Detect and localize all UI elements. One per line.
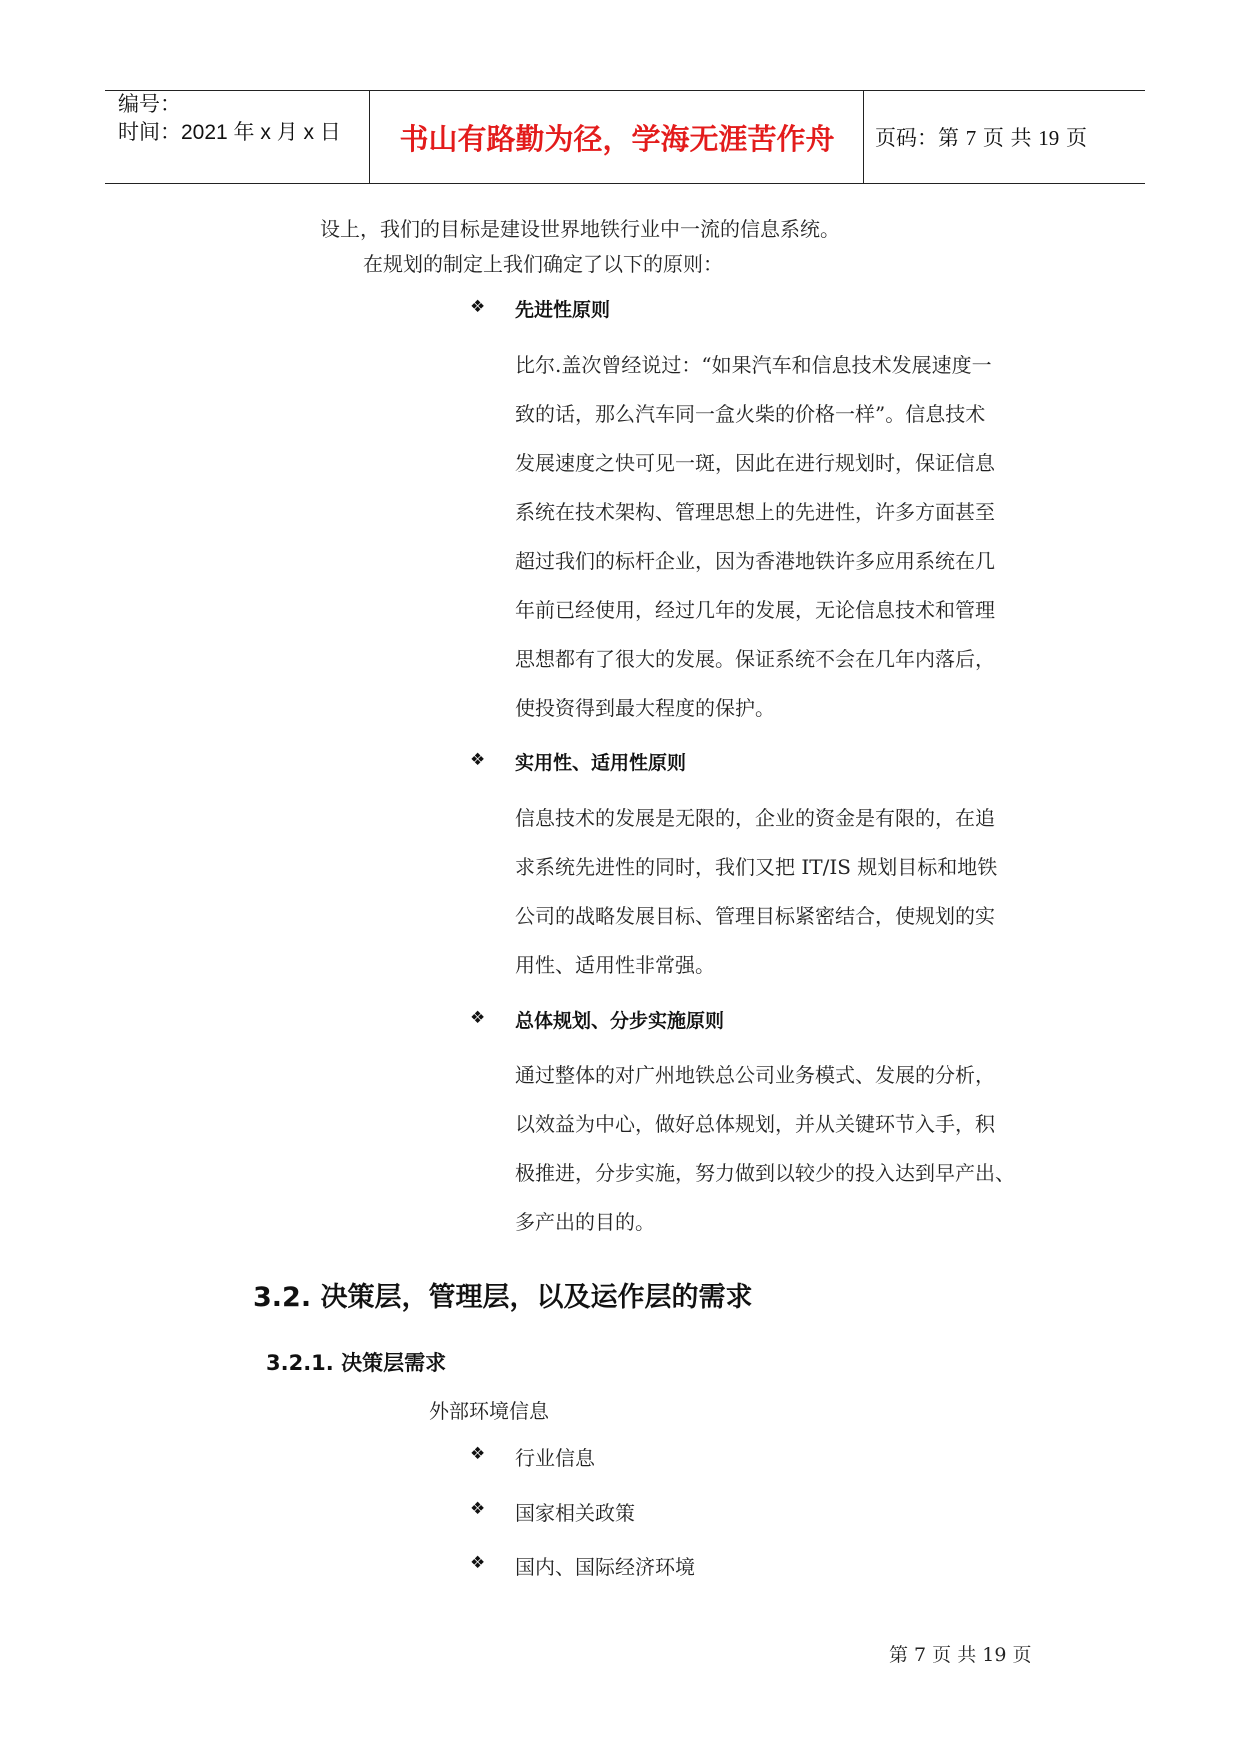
- paragraph-line: 多产出的目的。: [515, 1210, 655, 1234]
- principle-paragraph: [515, 794, 1055, 990]
- paragraph-line: 系统在技术架构、管理思想上的先进性，许多方面甚至: [515, 500, 995, 524]
- header-divider: [369, 91, 370, 183]
- paragraph-line: 公司的战略发展目标、管理目标紧密结合，使规划的实: [515, 904, 995, 928]
- diamond-bullet-icon: ❖: [470, 297, 486, 317]
- list-item: 国内、国际经济环境: [515, 1555, 695, 1579]
- principle-paragraph: [515, 1051, 1055, 1247]
- subsection-heading: 3.2.1. 决策层需求: [266, 1351, 447, 1375]
- header-motto: 书山有路勤为径，学海无涯苦作舟: [399, 122, 835, 156]
- header-page-suffix: 页: [1065, 126, 1087, 150]
- list-item: 国家相关政策: [515, 1501, 635, 1525]
- paragraph-line: 求系统先进性的同时，我们又把 IT/IS 规划目标和地铁: [515, 855, 998, 879]
- section-heading: 3.2. 决策层，管理层，以及运作层的需求: [253, 1282, 753, 1313]
- principle-title: 实用性、适用性原则: [515, 752, 687, 774]
- list-item: 行业信息: [515, 1446, 595, 1470]
- header-page-prefix: 页码：第: [875, 126, 959, 150]
- intro-line-2: 在规划的制定上我们确定了以下的原则：: [363, 252, 723, 276]
- paragraph-line: 信息技术的发展是无限的，企业的资金是有限的，在追: [515, 806, 995, 830]
- paragraph-line: 致的话，那么汽车同一盒火柴的价格一样”。信息技术: [515, 402, 986, 426]
- diamond-bullet-icon: ❖: [470, 1553, 486, 1573]
- intro-line-1: 设上，我们的目标是建设世界地铁行业中一流的信息系统。: [320, 217, 840, 241]
- header-number-label: 编号：: [118, 93, 181, 116]
- page-footer: 第 7 页 共 19 页: [889, 1644, 1032, 1666]
- diamond-bullet-icon: ❖: [470, 1008, 486, 1028]
- header-time-label: 时间：2021 年 x 月 x 日: [118, 121, 341, 144]
- header-page-info: [875, 122, 1087, 152]
- paragraph-line: 极推进，分步实施，努力做到以较少的投入达到早产出、: [515, 1161, 1015, 1185]
- paragraph-line: 发展速度之快可见一斑，因此在进行规划时，保证信息: [515, 451, 995, 475]
- header-page-current: 7: [965, 126, 977, 150]
- paragraph-line: 以效益为中心，做好总体规划，并从关键环节入手，积: [515, 1112, 995, 1136]
- paragraph-line: 使投资得到最大程度的保护。: [515, 696, 775, 720]
- header-page-mid: 页 共: [982, 126, 1032, 150]
- header-divider: [863, 91, 864, 183]
- diamond-bullet-icon: ❖: [470, 750, 486, 770]
- page-header: [105, 90, 1145, 184]
- diamond-bullet-icon: ❖: [470, 1499, 486, 1519]
- paragraph-line: 比尔.盖次曾经说过：“如果汽车和信息技术发展速度一: [515, 353, 992, 377]
- header-meta: [118, 91, 341, 147]
- paragraph-line: 通过整体的对广州地铁总公司业务模式、发展的分析，: [515, 1063, 995, 1087]
- subsection-intro: 外部环境信息: [429, 1399, 549, 1423]
- paragraph-line: 超过我们的标杆企业，因为香港地铁许多应用系统在几: [515, 549, 995, 573]
- paragraph-line: 思想都有了很大的发展。保证系统不会在几年内落后，: [515, 647, 995, 671]
- paragraph-line: 年前已经使用，经过几年的发展，无论信息技术和管理: [515, 598, 995, 622]
- paragraph-line: 用性、适用性非常强。: [515, 953, 715, 977]
- principle-paragraph: [515, 341, 1055, 733]
- header-page-total: 19: [1038, 126, 1060, 150]
- principle-title: 总体规划、分步实施原则: [515, 1010, 725, 1032]
- principle-title: 先进性原则: [515, 299, 611, 321]
- diamond-bullet-icon: ❖: [470, 1444, 486, 1464]
